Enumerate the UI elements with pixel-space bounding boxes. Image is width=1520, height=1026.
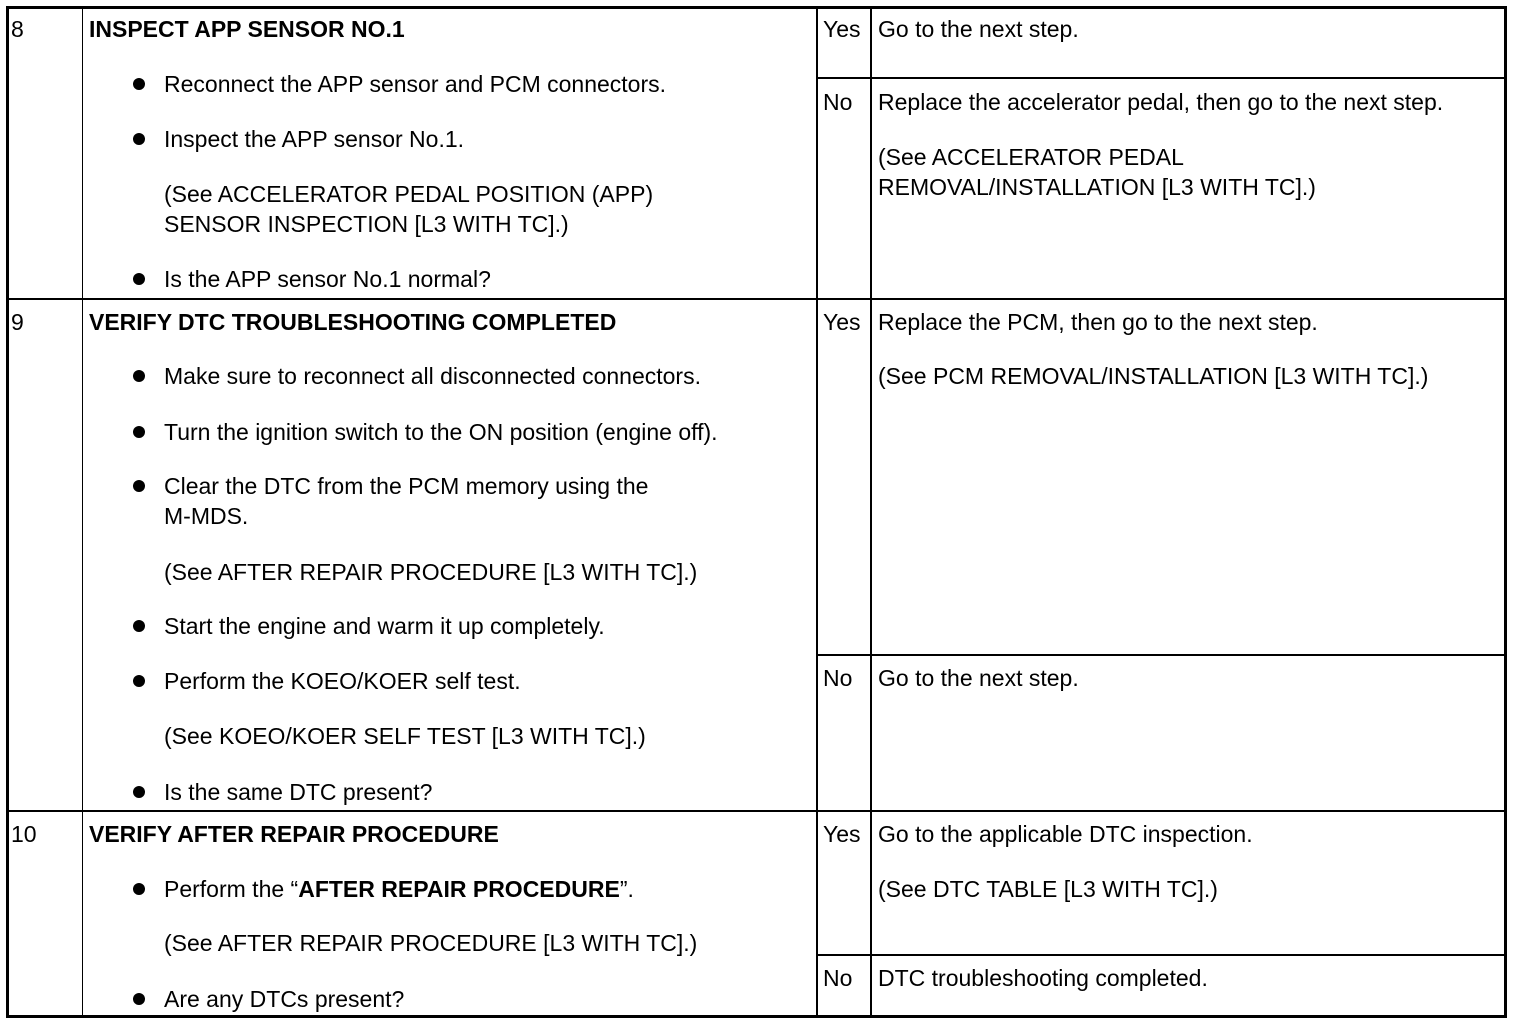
action-item: Turn the ignition switch to the ON position (engine off). xyxy=(164,419,718,445)
no-reference: REMOVAL/INSTALLATION [L3 WITH TC].) xyxy=(878,174,1316,200)
bullet-icon xyxy=(133,78,145,90)
yes-reference: (See DTC TABLE [L3 WITH TC].) xyxy=(878,876,1218,902)
step-title: INSPECT APP SENSOR NO.1 xyxy=(89,16,405,42)
bullet-icon xyxy=(133,133,145,145)
action-item xyxy=(164,874,634,904)
bullet-icon xyxy=(133,370,145,382)
yes-label: Yes xyxy=(823,821,861,847)
column-divider-result xyxy=(870,8,872,1017)
column-divider-action xyxy=(816,8,818,1017)
no-result: Go to the next step. xyxy=(878,665,1079,691)
reference-text: (See KOEO/KOER SELF TEST [L3 WITH TC].) xyxy=(164,723,646,749)
reference-text: (See ACCELERATOR PEDAL POSITION (APP) xyxy=(164,181,654,207)
reference-text: SENSOR INSPECTION [L3 WITH TC].) xyxy=(164,211,569,237)
action-text: ”. xyxy=(619,876,634,902)
action-item: Reconnect the APP sensor and PCM connectors. xyxy=(164,71,667,97)
yes-label: Yes xyxy=(823,309,861,335)
yes-no-divider-10 xyxy=(816,954,1505,956)
bullet-icon xyxy=(133,786,145,798)
action-text: Perform the “ xyxy=(164,876,299,902)
yes-reference: (See PCM REMOVAL/INSTALLATION [L3 WITH TC].) xyxy=(878,363,1429,389)
no-result: Replace the accelerator pedal, then go to the next step. xyxy=(878,89,1444,115)
column-divider-step xyxy=(82,8,83,1017)
row-divider-9-10 xyxy=(8,810,1505,812)
step-number: 8 xyxy=(11,16,24,42)
bullet-icon xyxy=(133,883,145,895)
reference-text: (See AFTER REPAIR PROCEDURE [L3 WITH TC].) xyxy=(164,559,698,585)
action-item: Are any DTCs present? xyxy=(164,986,405,1012)
yes-result: Replace the PCM, then go to the next step. xyxy=(878,309,1318,335)
no-label: No xyxy=(823,665,853,691)
no-result: DTC troubleshooting completed. xyxy=(878,965,1208,991)
bullet-icon xyxy=(133,426,145,438)
bullet-icon xyxy=(133,273,145,285)
no-label: No xyxy=(823,89,853,115)
step-number: 9 xyxy=(11,309,24,335)
action-item-continued: M-MDS. xyxy=(164,503,249,529)
action-item: Perform the KOEO/KOER self test. xyxy=(164,668,521,694)
step-title: VERIFY AFTER REPAIR PROCEDURE xyxy=(89,821,499,847)
yes-result: Go to the next step. xyxy=(878,16,1079,42)
action-item: Clear the DTC from the PCM memory using the xyxy=(164,473,649,499)
no-label: No xyxy=(823,965,853,991)
action-item: Make sure to reconnect all disconnected connectors. xyxy=(164,363,701,389)
action-item: Is the same DTC present? xyxy=(164,779,433,805)
bullet-icon xyxy=(133,675,145,687)
reference-text: (See AFTER REPAIR PROCEDURE [L3 WITH TC].) xyxy=(164,930,698,956)
yes-result: Go to the applicable DTC inspection. xyxy=(878,821,1253,847)
action-emphasis: AFTER REPAIR PROCEDURE xyxy=(298,876,620,902)
no-reference: (See ACCELERATOR PEDAL xyxy=(878,144,1184,170)
bullet-icon xyxy=(133,620,145,632)
step-number: 10 xyxy=(11,821,37,847)
action-item: Start the engine and warm it up completely. xyxy=(164,613,605,639)
bullet-icon xyxy=(133,480,145,492)
yes-no-divider-9 xyxy=(816,654,1505,656)
yes-no-divider-8 xyxy=(816,77,1505,79)
action-item: Inspect the APP sensor No.1. xyxy=(164,126,465,152)
bullet-icon xyxy=(133,993,145,1005)
step-title: VERIFY DTC TROUBLESHOOTING COMPLETED xyxy=(89,309,617,335)
action-item: Is the APP sensor No.1 normal? xyxy=(164,266,491,292)
yes-label: Yes xyxy=(823,16,861,42)
row-divider-8-9 xyxy=(8,298,1505,300)
